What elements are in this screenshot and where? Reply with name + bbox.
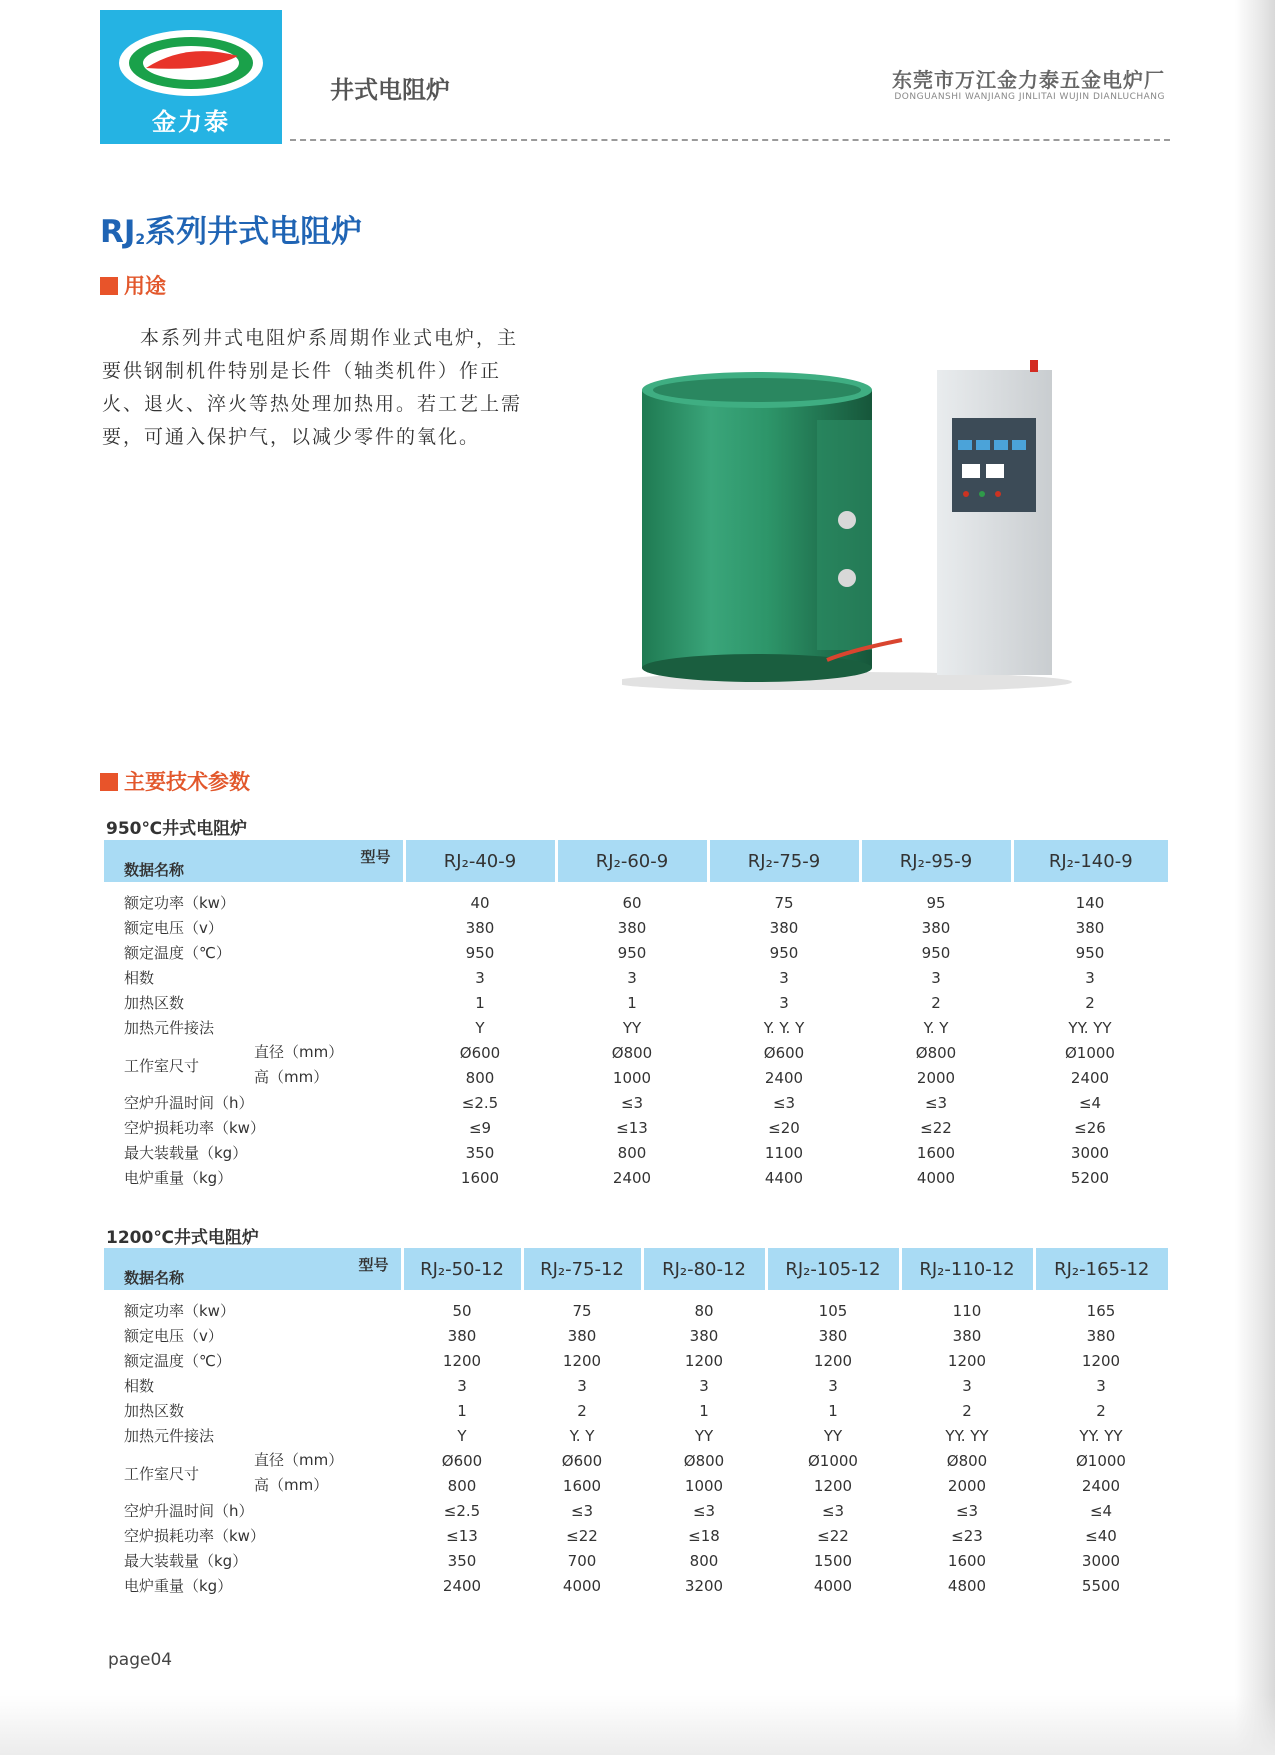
cell: ≤4 (1078, 1093, 1102, 1112)
page-edge-shadow (1235, 0, 1275, 1755)
cell: 3 (931, 968, 941, 987)
cell: Y. Y (569, 1426, 595, 1445)
logo (100, 10, 282, 144)
cell: ≤13 (616, 1118, 648, 1137)
heading-square-icon (100, 277, 118, 295)
cell: YY. YY (945, 1426, 989, 1445)
cell: ≤18 (688, 1526, 720, 1545)
cell: 1200 (562, 1351, 602, 1370)
cell: ≤22 (566, 1526, 598, 1545)
table-1200-heading: 1200℃井式电阻炉 (106, 1228, 259, 1248)
params-heading: 主要技术参数 (100, 766, 250, 796)
cell: 800 (465, 1068, 495, 1087)
row-label: 加热元件接法 (124, 1019, 215, 1037)
cell: ≤20 (768, 1118, 800, 1137)
size-label-cell (104, 1040, 404, 1090)
cell: 1200 (442, 1351, 482, 1370)
cell: 1 (699, 1401, 709, 1420)
row-label: 最大装载量（kg） (124, 1144, 248, 1162)
cell: Ø1000 (1065, 1043, 1115, 1062)
cell: 1500 (813, 1551, 853, 1570)
cell: 380 (921, 918, 951, 937)
cell: Ø1000 (808, 1451, 858, 1470)
table-row (104, 1548, 1168, 1573)
page-number: page04 (108, 1650, 173, 1670)
cell: 3 (828, 1376, 838, 1395)
cell: 350 (447, 1551, 477, 1570)
cell: Ø1000 (1076, 1451, 1126, 1470)
page-bottom-shade (0, 1695, 1275, 1755)
cell: 1600 (947, 1551, 987, 1570)
model-header: RJ₂-75-12 (522, 1248, 642, 1290)
row-label: 电炉重量（kg） (124, 1169, 233, 1187)
cell: 75 (774, 893, 794, 912)
company-name-en: DONGUANSHI WANJIANG JINLITAI WUJIN DIANLUCHANG (894, 92, 1165, 102)
cell: 380 (818, 1326, 848, 1345)
cell: 2 (1085, 993, 1095, 1012)
row-label: 加热元件接法 (124, 1427, 215, 1445)
cell: Y (457, 1426, 467, 1445)
cell: 2400 (1070, 1068, 1110, 1087)
cell: 1600 (460, 1168, 500, 1187)
cell: 1600 (916, 1143, 956, 1162)
cell: Ø800 (915, 1043, 957, 1062)
table-row (104, 1040, 1168, 1065)
table-row (104, 882, 1168, 890)
cell: Y. Y (923, 1018, 949, 1037)
size-label: 工作室尺寸 (124, 1464, 200, 1483)
cell: 950 (617, 943, 647, 962)
row-label: 额定温度（℃） (124, 944, 231, 962)
cell: ≤23 (951, 1526, 983, 1545)
row-label: 空炉升温时间（h） (124, 1094, 254, 1112)
cell: Ø800 (946, 1451, 988, 1470)
logo-emblem-icon (116, 28, 266, 98)
cell: 1 (627, 993, 637, 1012)
row-label: 相数 (124, 969, 155, 987)
cell: ≤3 (692, 1501, 716, 1520)
diameter-label: 直径（mm） (254, 1043, 344, 1061)
cell: 3 (699, 1376, 709, 1395)
model-header: RJ₂-110-12 (900, 1248, 1034, 1290)
cell: 60 (622, 893, 642, 912)
cell: 2 (1096, 1401, 1106, 1420)
table-corner: 型号 数据名称 (104, 840, 404, 882)
table-header-row (104, 840, 1168, 882)
cell: Ø600 (763, 1043, 805, 1062)
cell: 1200 (684, 1351, 724, 1370)
cell: 350 (465, 1143, 495, 1162)
cell: 380 (447, 1326, 477, 1345)
cell: 95 (926, 893, 946, 912)
cell: 3 (475, 968, 485, 987)
cell: 380 (465, 918, 495, 937)
cell: 3 (577, 1376, 587, 1395)
cell: 105 (818, 1301, 848, 1320)
cell: 165 (1086, 1301, 1116, 1320)
usage-paragraph: 本系列井式电阻炉系周期作业式电炉，主要供钢制机件特别是长件（轴类机件）作正火、退火、淬火等热处理加热用。若工艺上需要，可通入保护气，以减少零件的氧化。 (102, 327, 523, 448)
cell: ≤4 (1089, 1501, 1113, 1520)
row-label: 额定功率（kw） (124, 894, 235, 912)
cell: 4000 (916, 1168, 956, 1187)
model-header: RJ₂-80-12 (642, 1248, 766, 1290)
table-corner: 型号 数据名称 (104, 1248, 402, 1290)
cell: 950 (921, 943, 951, 962)
table-row (104, 1398, 1168, 1423)
row-label: 相数 (124, 1377, 155, 1395)
model-header: RJ₂-165-12 (1034, 1248, 1168, 1290)
cell: 2400 (612, 1168, 652, 1187)
cell: 4000 (813, 1576, 853, 1595)
table-row (104, 1290, 1168, 1298)
cell: 5500 (1081, 1576, 1121, 1595)
table-row (104, 1298, 1168, 1323)
cell: 380 (1086, 1326, 1116, 1345)
cell: Y (475, 1018, 485, 1037)
cell: 3 (627, 968, 637, 987)
cell: 1200 (813, 1476, 853, 1495)
cell: 3000 (1081, 1551, 1121, 1570)
cell: ≤22 (920, 1118, 952, 1137)
row-label: 电炉重量（kg） (124, 1577, 233, 1595)
cell: 2000 (916, 1068, 956, 1087)
cell: ≤3 (570, 1501, 594, 1520)
row-label: 额定电压（v） (124, 919, 223, 937)
cell: 40 (470, 893, 490, 912)
row-label: 额定温度（℃） (124, 1352, 231, 1370)
row-label: 加热区数 (124, 1402, 185, 1420)
cell: 800 (689, 1551, 719, 1570)
cell: YY (622, 1018, 642, 1037)
table-row (104, 1165, 1168, 1190)
cell: 380 (689, 1326, 719, 1345)
cell: 2400 (1081, 1476, 1121, 1495)
cell: 80 (694, 1301, 714, 1320)
table-row (104, 990, 1168, 1015)
cell: 950 (1075, 943, 1105, 962)
model-header: RJ₂-140-9 (1012, 840, 1168, 882)
cell: 1200 (1081, 1351, 1121, 1370)
row-label: 最大装载量（kg） (124, 1552, 248, 1570)
cell: ≤22 (817, 1526, 849, 1545)
table-row (104, 1498, 1168, 1523)
cell: 1 (828, 1401, 838, 1420)
table-row (104, 915, 1168, 940)
cell: 2400 (442, 1576, 482, 1595)
cell: YY. YY (1079, 1426, 1123, 1445)
row-label: 空炉损耗功率（kw） (124, 1119, 265, 1137)
cell: 380 (617, 918, 647, 937)
cell: 5200 (1070, 1168, 1110, 1187)
row-label: 加热区数 (124, 994, 185, 1012)
model-header: RJ₂-75-9 (708, 840, 860, 882)
row-label: 空炉升温时间（h） (124, 1502, 254, 1520)
cell: 1600 (562, 1476, 602, 1495)
table-row (104, 1448, 1168, 1473)
table-row (104, 1573, 1168, 1598)
cell: ≤40 (1085, 1526, 1117, 1545)
cell: 75 (572, 1301, 592, 1320)
cell: 1200 (813, 1351, 853, 1370)
header-title: 井式电阻炉 (330, 76, 450, 104)
cell: 3200 (684, 1576, 724, 1595)
cell: ≤26 (1074, 1118, 1106, 1137)
cell: 3 (779, 993, 789, 1012)
size-label-cell (104, 1448, 402, 1498)
table-row (104, 1348, 1168, 1373)
cell: 4000 (562, 1576, 602, 1595)
row-label: 空炉损耗功率（kw） (124, 1527, 265, 1545)
cell: 700 (567, 1551, 597, 1570)
height-label: 高（mm） (254, 1068, 329, 1086)
cell: ≤3 (924, 1093, 948, 1112)
table-1200-body (104, 1290, 1168, 1598)
cell: ≤3 (620, 1093, 644, 1112)
usage-heading: 用途 (100, 270, 166, 300)
cell: 2 (962, 1401, 972, 1420)
cell: 800 (447, 1476, 477, 1495)
cell: ≤9 (468, 1118, 492, 1137)
cell: ≤2.5 (461, 1093, 499, 1112)
cell: ≤3 (955, 1501, 979, 1520)
cell: ≤3 (821, 1501, 845, 1520)
table-row (104, 1523, 1168, 1548)
table-row (104, 965, 1168, 990)
cell: 3 (779, 968, 789, 987)
model-header: RJ₂-60-9 (556, 840, 708, 882)
model-header: RJ₂-40-9 (404, 840, 556, 882)
cell: 2000 (947, 1476, 987, 1495)
cell: 1000 (612, 1068, 652, 1087)
table-950-heading: 950℃井式电阻炉 (106, 819, 248, 839)
row-label: 额定功率（kw） (124, 1302, 235, 1320)
page-title: $RJ_2$系列井式电阻炉 (100, 214, 363, 250)
spec-table-1200 (104, 1248, 1168, 1598)
cell: 380 (769, 918, 799, 937)
cell: YY (823, 1426, 843, 1445)
table-row (104, 940, 1168, 965)
cell: 950 (465, 943, 495, 962)
company-name-cn: 东莞市万江金力泰五金电炉厂 (892, 68, 1165, 92)
model-header: RJ₂-95-9 (860, 840, 1012, 882)
height-label: 高（mm） (254, 1476, 329, 1494)
cell: YY (694, 1426, 714, 1445)
cell: 1 (475, 993, 485, 1012)
cell: 140 (1075, 893, 1105, 912)
cell: 380 (1075, 918, 1105, 937)
cell: 3 (1085, 968, 1095, 987)
table-row (104, 1323, 1168, 1348)
cell: Ø600 (441, 1451, 483, 1470)
model-header: RJ₂-50-12 (402, 1248, 522, 1290)
cell: 2 (931, 993, 941, 1012)
cell: 3 (962, 1376, 972, 1395)
cell: 50 (452, 1301, 472, 1320)
cell: Ø600 (459, 1043, 501, 1062)
cell: 380 (952, 1326, 982, 1345)
cell: 110 (952, 1301, 982, 1320)
logo-text: 金力泰 (152, 108, 230, 136)
header-divider (290, 139, 1170, 141)
cell: Ø600 (561, 1451, 603, 1470)
cell: Y. Y. Y (763, 1018, 805, 1037)
cell: ≤3 (772, 1093, 796, 1112)
cell: 1200 (947, 1351, 987, 1370)
size-label: 工作室尺寸 (124, 1056, 200, 1075)
row-label: 额定电压（v） (124, 1327, 223, 1345)
cell: 4800 (947, 1576, 987, 1595)
cell: YY. YY (1068, 1018, 1112, 1037)
spec-table-950 (104, 840, 1168, 1190)
cell: 1000 (684, 1476, 724, 1495)
table-row (104, 1423, 1168, 1448)
heading-square-icon (100, 773, 118, 791)
cell: Ø800 (683, 1451, 725, 1470)
table-header-row (104, 1248, 1168, 1290)
cell: 800 (617, 1143, 647, 1162)
cell: 3 (1096, 1376, 1106, 1395)
diameter-label: 直径（mm） (254, 1451, 344, 1469)
cell: 2400 (764, 1068, 804, 1087)
cell: 4400 (764, 1168, 804, 1187)
table-row (104, 890, 1168, 915)
table-row (104, 1015, 1168, 1040)
cell: 950 (769, 943, 799, 962)
cell: ≤2.5 (443, 1501, 481, 1520)
model-header: RJ₂-105-12 (766, 1248, 900, 1290)
furnace-photo (622, 360, 1142, 690)
table-row (104, 1373, 1168, 1398)
cell: 1100 (764, 1143, 804, 1162)
table-row (104, 1090, 1168, 1115)
cell: 1 (457, 1401, 467, 1420)
table-950-body (104, 882, 1168, 1190)
cell: Ø800 (611, 1043, 653, 1062)
cell: ≤13 (446, 1526, 478, 1545)
cell: 380 (567, 1326, 597, 1345)
cell: 3000 (1070, 1143, 1110, 1162)
cell: 2 (577, 1401, 587, 1420)
table-row (104, 1115, 1168, 1140)
cell: 3 (457, 1376, 467, 1395)
table-row (104, 1140, 1168, 1165)
